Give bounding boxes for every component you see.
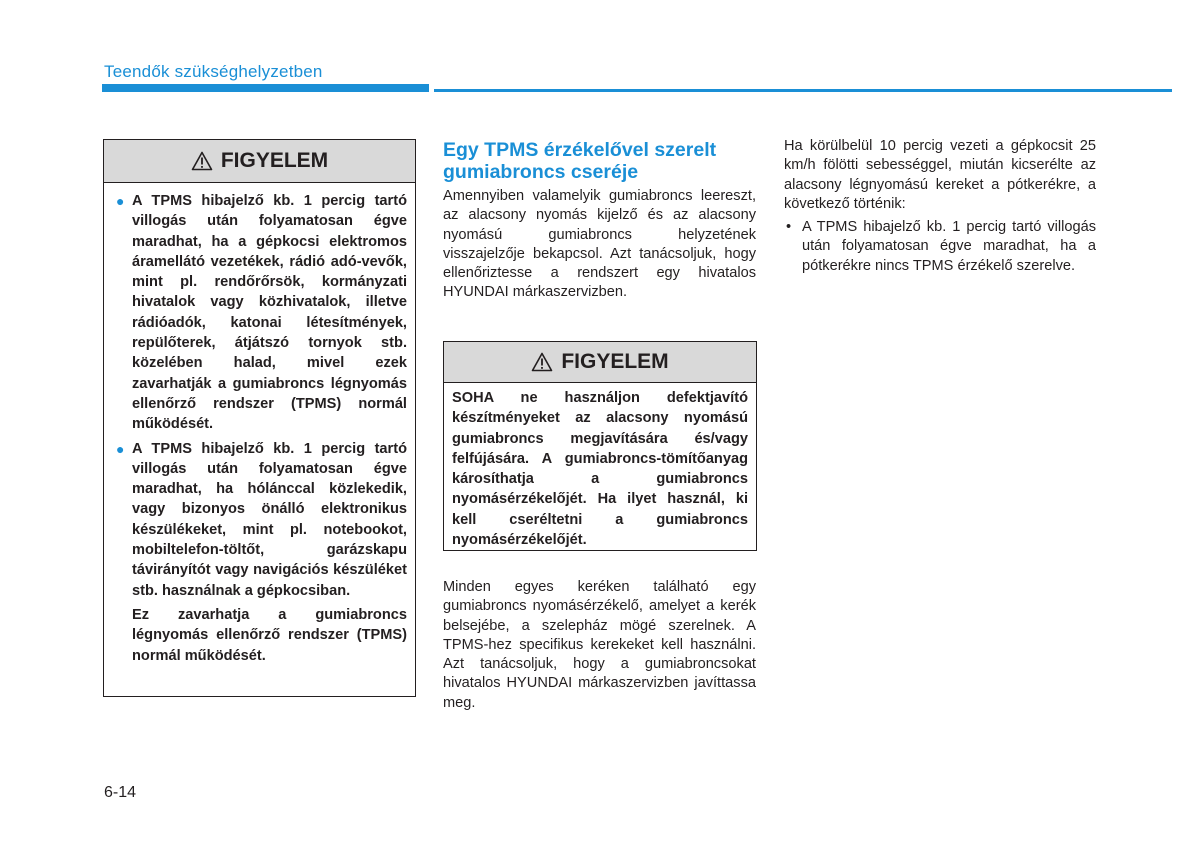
note-bullet: •	[786, 219, 792, 235]
left-warning-box	[103, 139, 416, 697]
header-rule-thick	[102, 84, 429, 92]
header-title: Teendők szükséghelyzetben	[104, 62, 323, 81]
bullet-dot: ●	[116, 440, 125, 457]
left-warning-header	[104, 140, 415, 183]
right-note-text: A TPMS hibajelző kb. 1 percig tartó villogás után folyamatosan égve maradhat, ha a pótkerékre nincs TPMS érzékelő szerelve.	[802, 219, 1096, 274]
middle-warning-box	[443, 341, 757, 551]
warning-triangle-icon	[531, 352, 553, 372]
warning-triangle-icon	[191, 151, 213, 171]
left-warning-bullet-text: A TPMS hibajelző kb. 1 percig tartó villogás után folyamatosan égve maradhat, ha hólánccal közlekedik, vagy bizonyos önálló elektronikus készülékeket, mint pl. notebookot, mobiltelefon-töltőt, garázskapu távirányítót vagy navigációs készüléket stb. használnak a gépkocsiban.	[132, 440, 407, 599]
left-warning-body	[104, 183, 415, 666]
middle-warning-heading: FIGYELEM	[561, 350, 669, 373]
left-warning-heading: FIGYELEM	[220, 149, 329, 172]
middle-warning-text: SOHA ne használjon defektjavító készítményeket az alacsony nyomású gumiabroncs megjavítására és/vagy felfújására. A gumiabroncs-tömítőanyag károsíthatja a gumiabroncs nyomásérzékelőjét. Ha ilyet használ, ki kell cseréltetni a gumiabroncs nyomásérzékelőjét.	[452, 390, 748, 549]
right-intro-paragraph: Ha körülbelül 10 percig vezeti a gépkocsit 25 km/h fölötti sebességgel, miután kicserélte az alacsony légnyomású kereket a pótkerékre, a következő történik:	[784, 138, 1096, 212]
middle-warning-header	[444, 342, 756, 383]
bullet-dot: ●	[116, 193, 125, 209]
left-warning-bullet	[112, 439, 407, 601]
left-warning-continuation: Ez zavarhatja a gumiabroncs légnyomás ellenőrző rendszer (TPMS) normál működését.	[132, 606, 407, 664]
header-rule-thin	[434, 89, 1172, 92]
page-number: 6-14	[104, 784, 137, 801]
left-warning-bullet-text: A TPMS hibajelző kb. 1 percig tartó villogás után folyamatosan égve maradhat, ha a gépkocsi elektromos áramellátó vezetékek, rádió adó-vevők, mint pl. rendőrőrsök, kormányzati hivatalok vagy közhivatalok, illetve rádióadók, katonai létesítmények, repülőterek, átjátszó tornyok stb. közelében halad, mivel ezek zavarhatják a gumiabroncs légnyomás ellenőrző rendszer (TPMS) normál működését.	[132, 193, 407, 433]
middle-intro-paragraph: Amennyiben valamelyik gumiabroncs leereszt, az alacsony nyomás kijelző és az alacsony nyomású gumiabroncs helyzetének visszajelzője bekapcsol. Azt tanácsoljuk, hogy ellenőriztesse a rendszert egy hivatalos HYUNDAI márkaszervizben.	[443, 188, 756, 301]
left-warning-bullet	[112, 191, 407, 435]
section-title: Egy TPMS érzékelővel szerelt gumiabroncs cseréje	[443, 139, 717, 183]
middle-after-paragraph: Minden egyes keréken található egy gumiabroncs nyomásérzékelő, amelyet a kerék belsejébe, a szelepház mögé szerelnek. A TPMS-hez specifikus kerekeket kell használni. Azt tanácsoljuk, hogy a gumiabroncsokat hivatalos HYUNDAI márkaszervizben javíttassa meg.	[443, 579, 756, 711]
right-note	[784, 218, 1096, 276]
